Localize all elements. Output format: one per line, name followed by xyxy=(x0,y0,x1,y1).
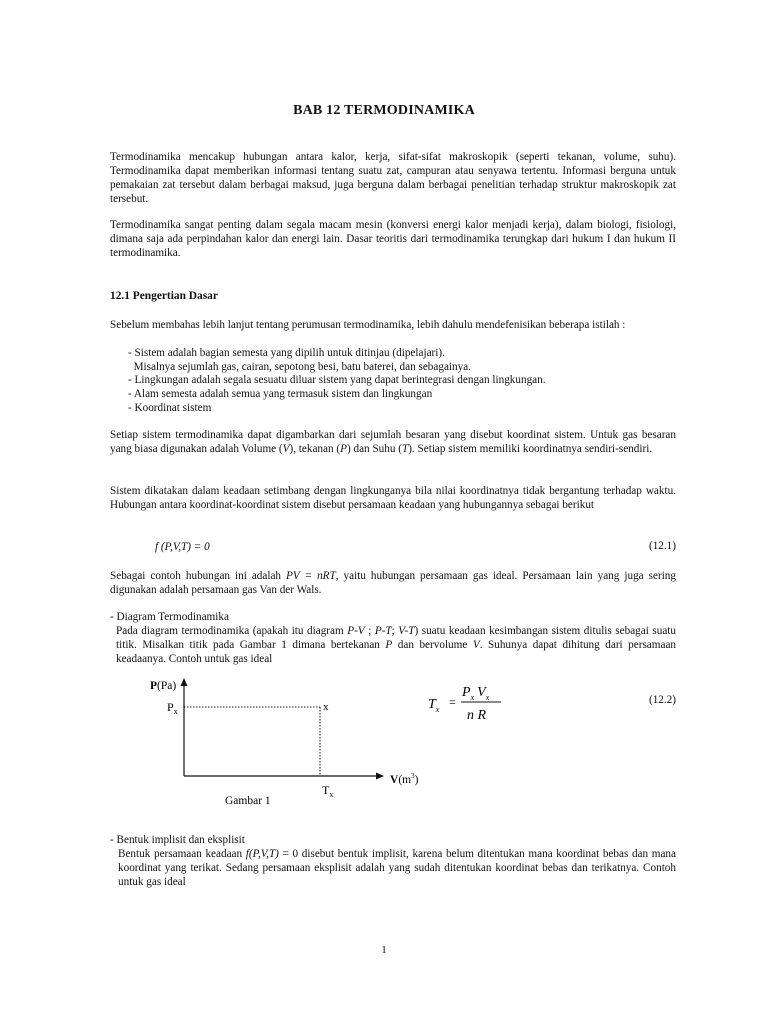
implicit-subheading: - Bentuk implisit dan eksplisit xyxy=(110,834,245,846)
text-run: Sebagai contoh hubungan ini adalah xyxy=(110,570,287,582)
intro-paragraph-2: Termodinamika sangat penting dalam segala macam mesin (konversi energi kalor menjadi kerja), dalam biologi, fisiologi, dimana saja ada perpindahan kalor dan energi lain. Dasar teoritis dari termodinamika terungkap dari hukum I dan hukum II termodinamika. xyxy=(110,219,676,259)
section-paragraph-6 xyxy=(118,847,676,889)
equation-number: (12.1) xyxy=(648,540,676,552)
text-run: , yaitu hubungan persamaan gas ideal. Persamaan lain yang juga sering digunakan adalah persamaan gas Van der Wals. xyxy=(110,570,676,596)
italic-run: P-T xyxy=(374,625,392,637)
equation-12-1: f (P,V,T) = 0 xyxy=(155,541,210,553)
diagram-subheading: - Diagram Termodinamika xyxy=(110,611,229,623)
section-heading: 12.1 Pengertian Dasar xyxy=(110,290,218,302)
italic-run: P xyxy=(340,443,347,455)
italic-run: V xyxy=(282,443,290,455)
eq-equals: = xyxy=(449,695,456,709)
text-run: ; xyxy=(364,625,375,637)
text-run: = 0 disebut bentuk implisit, karena belum ditentukan mana koordinat bebas dan mana koordinat yang terikat. Sedang persamaan eksplisit adalah yang sudah ditentukan koordinat bebas dan terikatnya. Contoh untuk gas ideal xyxy=(118,848,676,888)
section-paragraph-5 xyxy=(116,624,676,666)
italic-run: V xyxy=(472,639,480,651)
text-run: ), tekanan ( xyxy=(289,443,341,455)
figure-caption: Gambar 1 xyxy=(225,795,271,807)
text-run: Bentuk persamaan keadaan xyxy=(118,848,246,860)
section-paragraph-1: Sebelum membahas lebih lanjut tentang perumusan termodinamika, lebih dahulu mendefenisikan beberapa istilah : xyxy=(110,319,626,331)
italic-run: PV = nRT xyxy=(286,570,336,582)
list-item: - Lingkungan adalah segala sesuatu diluar sistem yang dapat berintegrasi dengan lingkungan. xyxy=(128,374,546,386)
y-axis-label: P(Pa) xyxy=(150,680,177,692)
x-axis-arrow-icon xyxy=(376,773,384,780)
section-paragraph-2 xyxy=(110,428,676,456)
list-item: - Koordinat sistem xyxy=(128,402,212,414)
italic-run: T xyxy=(401,443,409,455)
eq-numerator: $P_x$ $V_x$ xyxy=(462,685,490,702)
pv-diagram xyxy=(140,676,440,811)
section-paragraph-3: Sistem dikatakan dalam keadaan setimbang dengan lingkunganya bila nilai koordinatnya tidak bergantung terhadap waktu. Hubungan antara koordinat-koordinat sistem disebut persamaan keadaan yang hubungannya sebagai berikut xyxy=(110,485,676,511)
italic-run: P xyxy=(385,639,393,651)
px-label: $P_x$ xyxy=(167,700,178,716)
text-run: Setiap sistem termodinamika dapat digambarkan dari sejumlah besaran yang disebut koordinat sistem. Untuk gas besaran yang biasa digunakan adalah Volume ( xyxy=(110,429,676,455)
tx-label: $T_x$ xyxy=(322,783,334,799)
text-run: dan bervolume xyxy=(392,639,473,651)
chapter-title: BAB 12 TERMODINAMIKA xyxy=(293,103,475,118)
list-item: Misalnya sejumlah gas, cairan, sepotong besi, batu baterei, dan sebagainya. xyxy=(128,361,471,373)
intro-paragraph-1: Termodinamika mencakup hubungan antara kalor, kerja, sifat-sifat makroskopik (seperti tekanan, volume, suhu). Termodinamika dapat memberikan informasi tentang suatu zat, campuran atau senyawa tertentu. Informasi berguna untuk pemakaian zat tersebut dalam berbagai maksud, juga berguna dalam berbagai penelitian terhadap struktur makroskopik zat tersebut. xyxy=(110,151,676,205)
equation-12-2 xyxy=(425,682,525,728)
italic-run: V-T xyxy=(398,625,415,637)
list-item: - Alam semesta adalah semua yang termasuk sistem dan lingkungan xyxy=(128,388,433,400)
eq-lhs: $T_x$ xyxy=(428,697,440,714)
text-run: ; xyxy=(391,625,399,637)
text-run: . Suhunya dapat dihitung dari persamaan keadaanya. Contoh untuk gas ideal xyxy=(116,639,677,665)
text-run: ) dan Suhu ( xyxy=(346,443,402,455)
text-run: Pada diagram termodinamika (apakah itu diagram xyxy=(116,625,348,637)
x-axis-label: $V(m^3)$ xyxy=(390,772,419,786)
list-item: - Sistem adalah bagian semesta yang dipilih untuk ditinjau (dipelajari). xyxy=(128,347,445,359)
y-axis-arrow-icon xyxy=(181,678,188,686)
equation-number: (12.2) xyxy=(648,694,676,706)
italic-run: f(P,V,T) xyxy=(245,848,279,860)
text-run: ) suatu keadaan kesimbangan sistem ditulis sebagai suatu titik. Misalkan titik pada Gambar 1 dimana bertekanan xyxy=(116,625,677,651)
italic-run: P-V xyxy=(347,625,365,637)
eq-denominator: n R xyxy=(467,708,487,723)
text-run: ). Setiap sistem memiliki koordinatnya sendiri-sendiri. xyxy=(408,443,653,455)
page-number: 1 xyxy=(381,944,387,956)
section-paragraph-4 xyxy=(110,569,676,597)
point-mark: x xyxy=(323,701,329,713)
